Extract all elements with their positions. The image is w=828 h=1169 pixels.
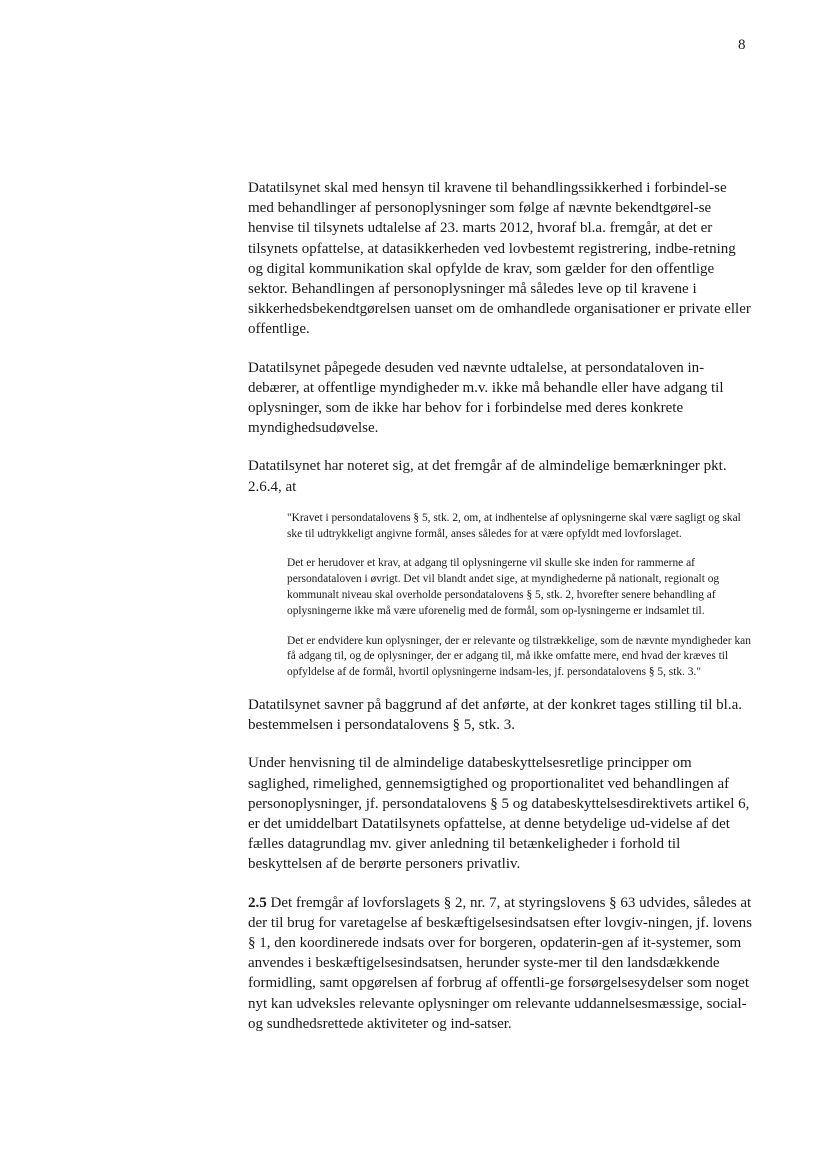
document-body [248, 178, 754, 1052]
paragraph-access-limits: Datatilsynet påpegede desuden ved nævnte udtalelse, at persondataloven in-debærer, at offentlige myndigheder m.v. ikke må behandle eller have adgang til oplysninger, som de ikke har behov for i forbindelse med deres konkrete myndighedsudøvelse. [248, 359, 724, 437]
paragraph-remarks-intro: Datatilsynet har noteret sig, at det fremgår af de almindelige bemærkninger pkt. 2.6.4, at [248, 458, 727, 495]
paragraph-missing-assessment: Datatilsynet savner på baggrund af det anførte, at der konkret tages stilling til bl.a. bestemmelsen i persondatalovens § 5, stk. 3. [248, 697, 743, 734]
quote-paragraph: Det er herudover et krav, at adgang til oplysningerne vil skulle ske inden for rammerne af persondataloven i øvrigt. Det vil blandt andet sige, at myndighederne på nationalt, regionalt og kommunalt niveau skal overholde persondatalovens § 5, stk. 2, hvorefter senere behandling af oplysningerne ikke må være uforenelig med de formål, som op-lysningerne er indsamlet til. [287, 557, 720, 617]
block-quote [287, 511, 753, 681]
paragraph-security-requirements: Datatilsynet skal med hensyn til kravene til behandlingssikkerhed i forbindel-se med behandlinger af personoplysninger som følge af nævnte bekendtgørel-se henvise til tilsynets udtalelse af 23. marts 2012, hvoraf bl.a. fremgår, at det er tilsynets opfattelse, at datasikkerheden ved lovbestemt registrering, indbe-retning og digital kommunikation skal opfylde de krav, som gælder for den offentlige sektor. Behandlingen af personoplysninger må således leve op til kravene i sikkerhedsbekendtgørelsen uanset om de omhandlede organisationer er private eller offentlige. [248, 180, 751, 338]
section-number: 2.5 [248, 894, 267, 911]
quote-paragraph: Det er endvidere kun oplysninger, der er relevante og tilstrækkelige, som de nævnte myndigheder kan få adgang til, og de oplysninger, der er adgang til, må ikke omfatte mere, end hvad der kræves til opfyldelse af de formål, hvortil oplysningerne indsam-les, jf. persondatalovens § 5, stk. 3." [287, 634, 751, 679]
paragraph-privacy-concerns: Under henvisning til de almindelige databeskyttelsesretlige principper om saglighed, rimelighed, gennemsigtighed og proportionalitet ved behandlingen af personoplysninger, jf. persondatalovens § 5 og databeskyttelsesdirektivets artikel 6, er det umiddelbart Datatilsynets opfattelse, at denne betydelige ud-videlse af det fælles datagrundlag mv. giver anledning til betænkeligheder i forhold til beskyttelsen af de berørte personers privatliv. [248, 755, 750, 873]
page-number: 8 [738, 37, 746, 53]
paragraph-section-2-5 [248, 893, 754, 1034]
section-text: Det fremgår af lovforslagets § 2, nr. 7, at styringslovens § 63 udvides, således at der til brug for varetagelse af beskæftigelsesindsatsen efter lovgiv-ningen, jf. lovens § 1, den koordinerede indsats over for borgeren, opdaterin-gen af it-systemer, som anvendes i beskæftigelsesindsatsen, herunder syste-mer til den landsdækkende formidling, samt opgørelsen af forbrug af offentli-ge forsørgelsesydelser som noget nyt kan udveksles relevante oplysninger om relevante uddannelsesmæssige, social- og sundhedsrettede aktiviteter og ind-satser. [248, 894, 753, 1032]
quote-paragraph: "Kravet i persondatalovens § 5, stk. 2, om, at indhentelse af oplysningerne skal være sagligt og skal ske til udtrykkeligt angivne formål, anses således for at være opfyldt med lovforslaget. [287, 511, 741, 540]
